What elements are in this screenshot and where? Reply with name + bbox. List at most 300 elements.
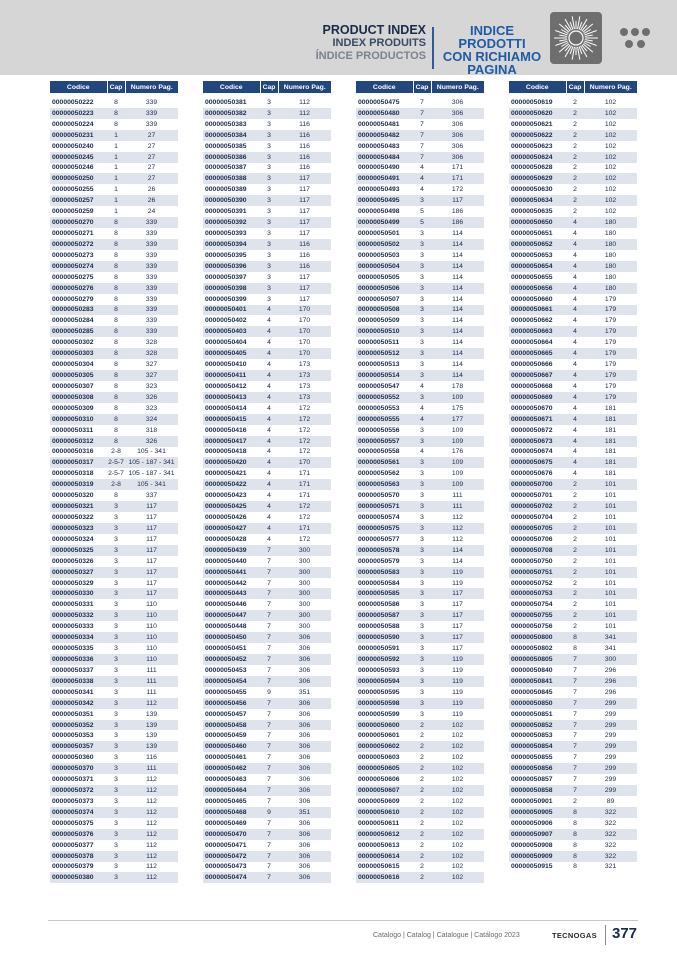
page-ref: 114 (431, 326, 484, 337)
page-ref: 172 (298, 535, 311, 543)
table-row (203, 337, 331, 348)
chapter: 4 (267, 404, 271, 412)
chapter: 7 (267, 623, 271, 631)
chapter: 3 (420, 361, 424, 369)
chapter: 7 (260, 567, 278, 578)
page-ref: 180 (584, 261, 637, 272)
product-code: 00000050387 (205, 164, 247, 172)
page-ref: 102 (431, 720, 484, 731)
chapter: 8 (573, 819, 577, 827)
chapter: 7 (267, 841, 271, 849)
page-ref: 300 (278, 545, 331, 556)
page-ref: 117 (452, 645, 463, 653)
product-code: 00000050473 (205, 863, 247, 871)
chapter: 9 (267, 688, 271, 696)
chapter: 3 (413, 523, 431, 534)
header-divider (432, 27, 434, 69)
table-row (203, 206, 331, 217)
product-code: 00000050378 (50, 851, 107, 862)
page-ref: 117 (431, 610, 484, 621)
chapter: 4 (573, 251, 577, 259)
page-ref: 110 (125, 632, 178, 643)
table-row (509, 315, 637, 326)
table-row (203, 403, 331, 414)
chapter: 7 (260, 763, 278, 774)
page-ref: 105 - 341 (125, 479, 178, 490)
page-ref: 101 (604, 557, 617, 565)
table-row (50, 763, 178, 774)
product-code: 00000050751 (509, 567, 566, 578)
table-row (203, 436, 331, 447)
chapter: 8 (107, 239, 125, 250)
chapter: 4 (260, 348, 278, 359)
chapter: 3 (114, 819, 118, 827)
header-page: Numero Pag. (125, 81, 178, 93)
table-row (356, 239, 484, 250)
table-row (356, 872, 484, 883)
chapter: 3 (267, 295, 271, 303)
product-code: 00000050255 (52, 186, 94, 194)
table-row (50, 632, 178, 643)
page-ref: 102 (431, 851, 484, 862)
product-code: 00000050652 (509, 239, 566, 250)
table-row (203, 130, 331, 141)
table-row (50, 730, 178, 741)
chapter: 2 (566, 501, 584, 512)
product-code: 00000050375 (52, 819, 94, 827)
chapter: 2 (573, 492, 577, 500)
page-ref: 102 (604, 142, 617, 150)
chapter: 4 (267, 361, 271, 369)
page-ref: 306 (451, 98, 464, 106)
product-code: 00000050650 (509, 217, 566, 228)
page-ref: 111 (146, 688, 157, 696)
product-code: 00000050502 (356, 239, 413, 250)
table-row (203, 184, 331, 195)
table-row (356, 654, 484, 665)
page-ref: 179 (584, 392, 637, 403)
table-row (203, 468, 331, 479)
product-code: 00000050318 (52, 470, 94, 478)
product-code: 00000050755 (509, 610, 566, 621)
chapter: 4 (573, 339, 577, 347)
chapter: 4 (260, 501, 278, 512)
product-code: 00000050283 (50, 305, 107, 316)
table-row (203, 348, 331, 359)
page-ref: 24 (147, 208, 156, 216)
page-ref: 117 (452, 623, 463, 631)
table-row (203, 545, 331, 556)
table-row (203, 305, 331, 316)
page-ref: 102 (451, 732, 464, 740)
table-row (509, 534, 637, 545)
chapter: 3 (260, 283, 278, 294)
page-ref: 172 (278, 414, 331, 425)
product-code: 00000050370 (50, 763, 107, 774)
product-code: 00000050404 (205, 339, 247, 347)
table-row (509, 228, 637, 239)
table-row (50, 720, 178, 731)
chapter: 4 (267, 448, 271, 456)
page-ref: 112 (278, 108, 331, 119)
page-ref: 110 (125, 654, 178, 665)
chapter: 8 (107, 436, 125, 447)
table-row (203, 632, 331, 643)
page-ref: 112 (452, 513, 463, 521)
page-ref: 306 (278, 763, 331, 774)
page-ref: 172 (451, 186, 464, 194)
table-row (509, 588, 637, 599)
page-ref: 179 (604, 317, 617, 325)
product-code: 00000050628 (511, 164, 553, 172)
table-row (509, 818, 637, 829)
product-code: 00000050405 (203, 348, 260, 359)
product-code: 00000050664 (511, 339, 553, 347)
table-row (509, 119, 637, 130)
chapter: 2 (573, 601, 577, 609)
table-row (356, 796, 484, 807)
table-row (509, 578, 637, 589)
page-ref: 112 (299, 98, 310, 106)
product-code: 00000050704 (511, 513, 553, 521)
chapter: 4 (267, 492, 271, 500)
page-ref: 109 (431, 457, 484, 468)
table-row (509, 436, 637, 447)
table-row (356, 709, 484, 720)
page-ref: 179 (604, 382, 617, 390)
table-row (356, 152, 484, 163)
table-row (203, 534, 331, 545)
page-ref: 139 (145, 732, 158, 740)
index-column-1 (50, 81, 178, 883)
table-row (50, 588, 178, 599)
page-ref: 117 (278, 217, 331, 228)
product-code: 00000050455 (205, 688, 247, 696)
chapter: 3 (420, 623, 424, 631)
page-ref: 172 (298, 404, 311, 412)
chapter: 3 (107, 763, 125, 774)
table-row (356, 184, 484, 195)
table-row (50, 785, 178, 796)
product-code: 00000050276 (50, 283, 107, 294)
table-row (50, 556, 178, 567)
table-row (50, 436, 178, 447)
product-code: 00000050754 (511, 601, 553, 609)
page-ref: 119 (431, 676, 484, 687)
page-ref: 327 (125, 370, 178, 381)
page-ref: 105 - 341 (137, 448, 166, 456)
table-row (50, 359, 178, 370)
product-code: 00000050612 (356, 829, 413, 840)
product-code: 00000050250 (50, 173, 107, 184)
page-ref: 339 (125, 108, 178, 119)
chapter: 3 (420, 645, 424, 653)
product-code: 00000050556 (358, 426, 400, 434)
chapter: 4 (573, 273, 577, 281)
product-code: 00000050668 (511, 382, 553, 390)
product-code: 00000050630 (511, 186, 553, 194)
table-row (50, 796, 178, 807)
product-code: 00000050320 (52, 492, 94, 500)
chapter: 8 (107, 217, 125, 228)
product-code: 00000050614 (356, 851, 413, 862)
chapter: 3 (413, 239, 431, 250)
page-ref: 89 (606, 797, 615, 805)
product-code: 00000050223 (50, 108, 107, 119)
product-code: 00000050222 (52, 98, 94, 106)
product-code: 00000050335 (52, 645, 94, 653)
product-code: 00000050452 (203, 654, 260, 665)
table-row (356, 490, 484, 501)
product-code: 00000050629 (509, 173, 566, 184)
page-ref: 114 (452, 251, 463, 259)
page-ref: 101 (604, 513, 617, 521)
chapter: 7 (573, 754, 577, 762)
product-code: 00000050607 (356, 785, 413, 796)
chapter: 7 (267, 776, 271, 784)
table-row (50, 862, 178, 873)
product-code: 00000050708 (509, 545, 566, 556)
page-ref: 306 (298, 841, 311, 849)
chapter: 4 (420, 404, 424, 412)
table-row (509, 261, 637, 272)
page-ref: 111 (146, 666, 157, 674)
chapter: 7 (413, 152, 431, 163)
table-row (356, 840, 484, 851)
page-ref: 111 (452, 492, 463, 500)
page-ref: 299 (604, 732, 617, 740)
table-row (203, 512, 331, 523)
product-code: 00000050462 (203, 763, 260, 774)
page-ref: 116 (299, 120, 310, 128)
product-code: 00000050547 (358, 382, 400, 390)
chapter: 8 (573, 645, 577, 653)
chapter: 2 (573, 186, 577, 194)
page-ref: 181 (604, 426, 617, 434)
chapter: 4 (566, 261, 584, 272)
chapter: 3 (260, 130, 278, 141)
chapter: 8 (114, 120, 118, 128)
table-row (50, 447, 178, 458)
table-row (509, 796, 637, 807)
table-row (50, 818, 178, 829)
page-ref: 339 (125, 283, 178, 294)
table-row (509, 479, 637, 490)
chapter: 2 (573, 164, 577, 172)
product-code: 00000050302 (52, 339, 94, 347)
product-code: 00000050322 (52, 513, 94, 521)
chapter: 2 (566, 567, 584, 578)
product-code: 00000050312 (50, 436, 107, 447)
header-cap: Cap (260, 81, 278, 93)
chapter: 4 (413, 173, 431, 184)
product-code: 00000050750 (511, 557, 553, 565)
page-ref: 112 (146, 863, 157, 871)
product-code: 00000050667 (509, 370, 566, 381)
chapter: 7 (573, 776, 577, 784)
product-code: 00000050371 (52, 776, 94, 784)
product-code: 00000050840 (511, 666, 553, 674)
table-row (203, 621, 331, 632)
page-ref: 306 (278, 785, 331, 796)
table-row (356, 665, 484, 676)
page-ref: 327 (145, 361, 158, 369)
page-ref: 306 (298, 732, 311, 740)
product-code: 00000050571 (356, 501, 413, 512)
chapter: 2 (573, 557, 577, 565)
product-code: 00000050397 (205, 273, 247, 281)
chapter: 7 (260, 698, 278, 709)
chapter: 3 (114, 645, 118, 653)
page-ref: 114 (452, 273, 463, 281)
table-row (356, 774, 484, 785)
page-ref: 170 (278, 305, 331, 316)
table-row (356, 294, 484, 305)
product-code: 00000050616 (356, 872, 413, 883)
product-code: 00000050588 (358, 623, 400, 631)
chapter: 7 (260, 829, 278, 840)
page-ref: 119 (452, 688, 463, 696)
table-row (203, 195, 331, 206)
table-row (50, 621, 178, 632)
product-code: 00000050360 (52, 754, 94, 762)
page-ref: 114 (431, 545, 484, 556)
page-ref: 117 (431, 588, 484, 599)
chapter: 4 (566, 436, 584, 447)
chapter: 4 (566, 326, 584, 337)
product-code: 00000050674 (511, 448, 553, 456)
product-code: 00000050357 (50, 741, 107, 752)
product-code: 00000050428 (205, 535, 247, 543)
index-column-2 (203, 81, 331, 883)
chapter: 3 (114, 776, 118, 784)
page-ref: 299 (584, 741, 637, 752)
chapter: 3 (107, 829, 125, 840)
page-ref: 27 (125, 173, 178, 184)
page-ref: 300 (278, 567, 331, 578)
product-code: 00000050321 (50, 501, 107, 512)
chapter: 4 (566, 348, 584, 359)
page-ref: 101 (604, 535, 617, 543)
table-row (203, 872, 331, 883)
table-row (50, 272, 178, 283)
page-ref: 181 (604, 448, 617, 456)
product-code: 00000050342 (50, 698, 107, 709)
table-row (203, 862, 331, 873)
chapter: 3 (107, 567, 125, 578)
table-row (50, 239, 178, 250)
product-code: 00000050622 (509, 130, 566, 141)
product-code: 00000050850 (509, 698, 566, 709)
chapter: 3 (413, 348, 431, 359)
table-row (509, 774, 637, 785)
chapter: 3 (413, 610, 431, 621)
italian-heading (438, 24, 546, 76)
chapter: 3 (413, 698, 431, 709)
chapter: 2 (566, 545, 584, 556)
product-code: 00000050456 (203, 698, 260, 709)
chapter: 2 (420, 841, 424, 849)
table-row (50, 610, 178, 621)
chapter: 8 (566, 807, 584, 818)
page-ref: 306 (298, 819, 311, 827)
table-row (509, 501, 637, 512)
page-ref: 27 (147, 164, 156, 172)
chapter: 3 (267, 98, 271, 106)
page-ref: 180 (584, 239, 637, 250)
table-row (203, 643, 331, 654)
table-row (356, 687, 484, 698)
table-row (50, 851, 178, 862)
table-row (356, 403, 484, 414)
table-row (356, 523, 484, 534)
chapter: 4 (566, 414, 584, 425)
chapter: 3 (420, 317, 424, 325)
chapter: 7 (260, 872, 278, 883)
page-ref: 117 (278, 195, 331, 206)
product-code: 00000050414 (205, 404, 247, 412)
chapter: 4 (260, 326, 278, 337)
heading-line-es: ÍNDICE PRODUCTOS (315, 50, 426, 62)
table-row (509, 512, 637, 523)
page-ref: 102 (604, 98, 617, 106)
table-row (203, 392, 331, 403)
chapter: 4 (573, 470, 577, 478)
page-ref: 26 (147, 186, 156, 194)
italian-heading-line2: CON RICHIAMO (442, 49, 542, 64)
product-code: 00000050246 (52, 164, 94, 172)
product-code: 00000050379 (52, 863, 94, 871)
chapter: 2 (573, 208, 577, 216)
table-row (203, 370, 331, 381)
header-code: Codice (356, 81, 413, 93)
table-row (203, 676, 331, 687)
page-ref: 27 (147, 142, 156, 150)
product-code: 00000050586 (358, 601, 400, 609)
chapter: 7 (260, 588, 278, 599)
page-ref: 306 (278, 851, 331, 862)
chapter: 3 (267, 230, 271, 238)
page-ref: 339 (125, 305, 178, 316)
page-ref: 111 (125, 676, 178, 687)
table-row (50, 665, 178, 676)
page-ref: 117 (278, 173, 331, 184)
table-row (356, 337, 484, 348)
product-code: 00000050852 (509, 720, 566, 731)
product-code: 00000050427 (203, 523, 260, 534)
chapter: 3 (107, 698, 125, 709)
page-ref: 114 (452, 339, 463, 347)
product-code: 00000050331 (52, 601, 94, 609)
product-code: 00000050624 (509, 152, 566, 163)
chapter: 1 (114, 208, 118, 216)
table-row (509, 425, 637, 436)
page-ref: 180 (604, 273, 617, 281)
chapter: 2 (573, 513, 577, 521)
product-code: 00000050583 (356, 567, 413, 578)
chapter: 2 (420, 776, 424, 784)
chapter: 4 (420, 186, 424, 194)
page-ref: 101 (584, 545, 637, 556)
table-row (50, 512, 178, 523)
product-code: 00000050495 (356, 195, 413, 206)
index-table (50, 81, 178, 883)
page-ref: 339 (145, 317, 158, 325)
page-ref: 102 (431, 807, 484, 818)
product-code: 00000050457 (205, 710, 247, 718)
product-code: 00000050316 (52, 448, 94, 456)
table-row (50, 741, 178, 752)
